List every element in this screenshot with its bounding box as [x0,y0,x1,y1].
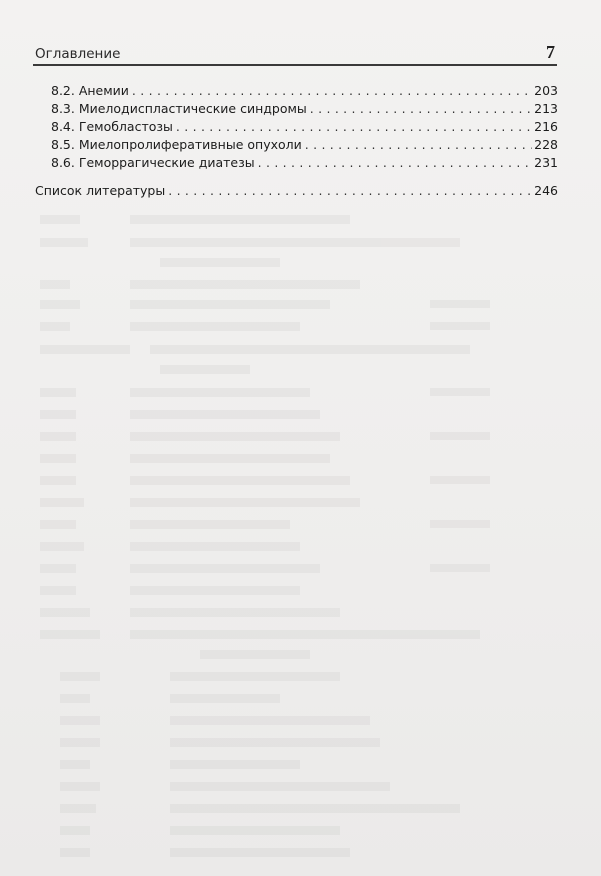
running-header [35,43,555,65]
toc-entry-label: 8.5. Миелопролиферативные опухоли [51,137,302,152]
toc-leader-dots [168,183,532,198]
toc-entry-page: 231 [534,155,558,170]
toc-entry-page: 246 [534,183,558,198]
toc-entry[interactable] [51,137,558,152]
toc-entry-label: 8.2. Анемии [51,83,129,98]
toc-entry-label: 8.6. Геморрагические диатезы [51,155,255,170]
toc-leader-dots [305,137,532,152]
toc-entry-label: Список литературы [35,183,166,198]
header-divider [33,64,557,66]
toc-leader-dots [176,119,532,134]
toc-leader-dots [310,101,532,116]
toc-entry-page: 203 [534,83,558,98]
toc-entry-page: 213 [534,101,558,116]
header-page-number: 7 [546,42,555,62]
toc-leader-dots [258,155,533,170]
toc-entry-page: 216 [534,119,558,134]
toc-entry-label: 8.4. Гемобластозы [51,119,173,134]
toc-entry[interactable] [51,83,558,98]
toc-entry-references[interactable] [35,183,558,198]
toc-entry[interactable] [51,155,558,170]
toc-entry[interactable] [51,119,558,134]
toc-entry[interactable] [51,101,558,116]
toc-entry-page: 228 [534,137,558,152]
toc-entry-label: 8.3. Миелодиспластические синдромы [51,101,307,116]
toc-leader-dots [132,83,532,98]
header-title: Оглавление [35,46,121,62]
